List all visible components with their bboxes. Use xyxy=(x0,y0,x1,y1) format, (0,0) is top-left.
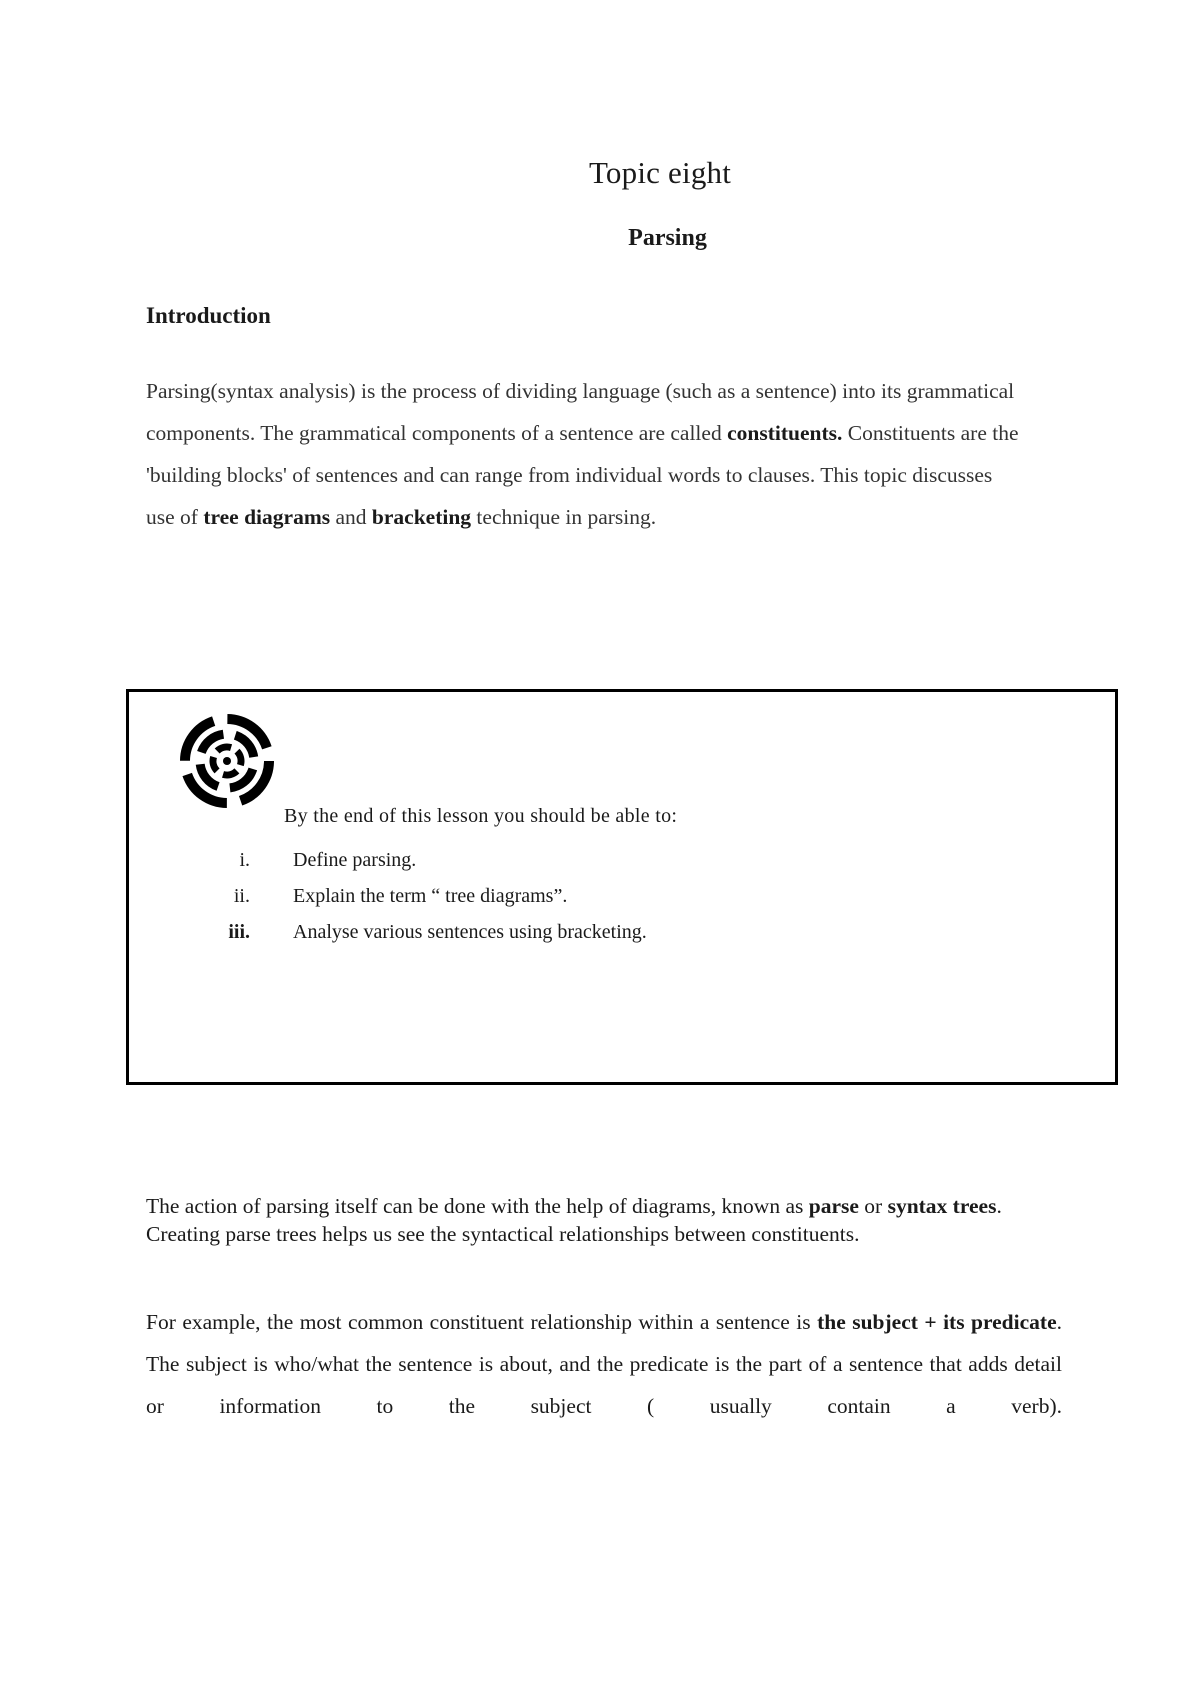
parse-text-2: or xyxy=(858,1194,888,1218)
objective-item xyxy=(169,842,647,878)
intro-text-4: technique in parsing. xyxy=(471,505,657,529)
introduction-heading: Introduction xyxy=(146,303,271,328)
objective-text: Explain the term “ tree diagrams”. xyxy=(293,884,568,907)
objective-item xyxy=(169,878,647,914)
intro-bold-bracketing: bracketing xyxy=(371,505,472,529)
intro-text-1: Parsing(syntax analysis) is the process of dividing language (such as a sentence) into its grammatical components. The grammatical components of a sentence are called xyxy=(146,379,1015,445)
parse-text-3: . Creating parse trees helps us see the syntactical relationships between constituents. xyxy=(146,1194,1002,1246)
intro-bold-tree-diagrams: tree diagrams xyxy=(203,505,331,529)
page-subtitle: Parsing xyxy=(628,225,707,251)
objective-number: ii. xyxy=(233,884,250,907)
parse-text-1: The action of parsing itself can be done with the help of diagrams, known as xyxy=(146,1194,809,1218)
learning-objectives-box xyxy=(126,689,1118,1085)
objective-text: Analyse various sentences using bracketing. xyxy=(293,920,647,943)
example-bold-subject-predicate: the subject + its predicate xyxy=(817,1310,1057,1334)
example-paragraph xyxy=(146,1301,1062,1427)
example-text-1: For example, the most common constituent relationship within a sentence is xyxy=(146,1310,818,1334)
parse-bold-syntax-trees: syntax trees xyxy=(887,1194,997,1218)
objective-item xyxy=(169,914,647,950)
page-title: Topic eight xyxy=(588,155,732,190)
intro-text-2: Constituents are the 'building blocks' of sentences and can range from individual words to clauses. This topic discusses use of xyxy=(146,421,1019,529)
parse-bold-parse: parse xyxy=(808,1194,859,1218)
target-icon xyxy=(179,706,279,816)
objective-text: Define parsing. xyxy=(293,848,417,871)
intro-text-3: and xyxy=(330,505,372,529)
objective-number: i. xyxy=(239,848,250,871)
parse-trees-paragraph xyxy=(146,1192,1026,1248)
objectives-intro: By the end of this lesson you should be able to: xyxy=(284,805,678,827)
objective-number: iii. xyxy=(228,920,250,943)
example-text-2: . The subject is who/what the sentence is about, and the predicate is the part of a sentence that adds detail or information to the subject ( usually contain a verb). xyxy=(146,1310,1062,1418)
introduction-paragraph xyxy=(146,370,1026,538)
objectives-list xyxy=(169,842,647,950)
intro-bold-constituents: constituents. xyxy=(727,421,843,445)
